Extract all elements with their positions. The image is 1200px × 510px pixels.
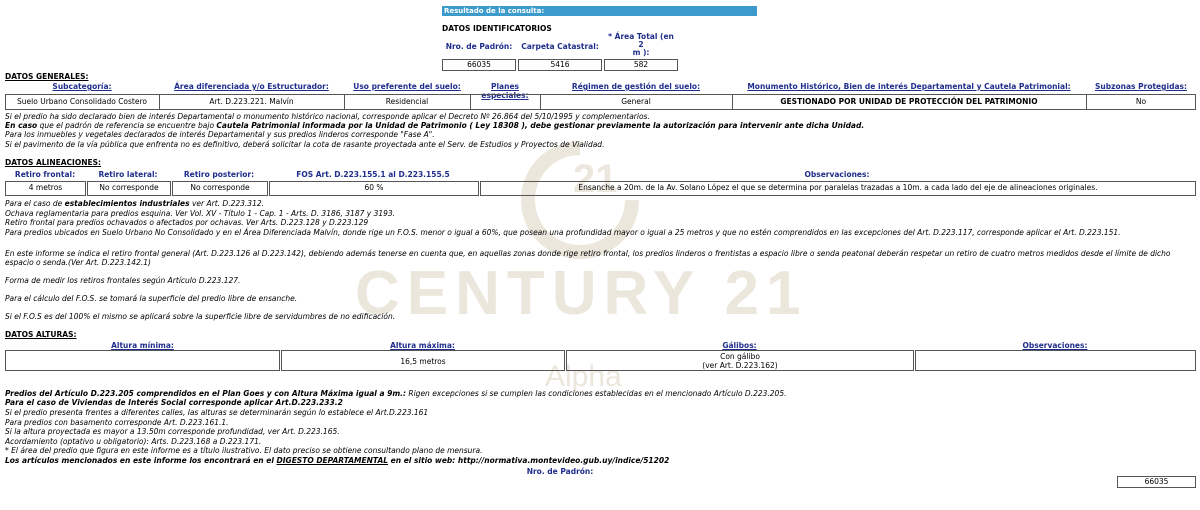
val-retiro-frontal: 4 metros (5, 181, 86, 196)
val-area-diferenciada: Art. D.223.221. Malvín (209, 97, 294, 106)
area-value: 582 (604, 59, 678, 71)
col-alturas-observaciones: Observaciones: (1022, 341, 1088, 350)
ident-title: DATOS IDENTIFICATORIOS (442, 24, 552, 33)
val-observaciones: Ensanche a 20m. de la Av. Solano López el que se determina por paralelas trazadas a 10m. a cada lado del eje de alineaciones originales. (480, 181, 1196, 196)
generales-title: DATOS GENERALES: (5, 72, 89, 81)
watermark-brand: CENTURY 21 (355, 259, 808, 328)
col-monumento: Monumento Histórico, Bien de interés Departamental y Cautela Patrimonial: (747, 82, 1071, 91)
col-retiro-lateral: Retiro lateral: (98, 170, 158, 179)
val-alturas-observaciones (915, 350, 1196, 371)
watermark-sub: Alpha (545, 360, 622, 393)
footer-padron-value: 66035 (1117, 476, 1196, 488)
col-planes-especiales: Planes especiales: (481, 82, 529, 100)
alineaciones-note-3: Retiro frontal para predios ochavados o afectados por ochavas. Ver Arts. D.223.128 y D.223.129 (5, 218, 369, 227)
generales-note-2: En caso que el padrón de referencia se encuentre bajo Cautela Patrimonial informada por la Unidad de Patrimonio ( Ley 18308 ), debe gestionar previamente la autorización para intervenir ante dicha Unidad. (5, 121, 865, 130)
val-galibos: Con gálibo (ver Art. D.223.162) (566, 350, 914, 371)
footer-note-6: Acordamiento (optativo u obligatorio): Arts. D.223.168 a D.223.171. (5, 437, 262, 446)
alineaciones-note-industrial: Para el caso de establecimientos industriales ver Art. D.223.312. (5, 199, 264, 208)
val-altura-minima (5, 350, 280, 371)
padron-value: 66035 (442, 59, 516, 71)
svg-text:21: 21 (573, 157, 618, 201)
col-subzonas: Subzonas Protegidas: (1095, 82, 1187, 91)
footer-note-4: Para predios con basamento corresponde Art. D.223.161.1. (5, 418, 229, 427)
century21-logo-watermark (515, 140, 645, 260)
footer-note-5: Si la altura proyectada es mayor a 13.50m corresponde profundidad, ver Art. D.223.165. (5, 427, 340, 436)
col-subcategoria: Subcategoría: (52, 82, 112, 91)
col-altura-maxima: Altura máxima: (390, 341, 455, 350)
val-subcategoria: Suelo Urbano Consolidado Costero (17, 97, 147, 106)
col-fos: FOS Art. D.223.155.1 al D.223.155.5 (296, 170, 450, 179)
val-retiro-posterior: No corresponde (172, 181, 268, 196)
val-subzonas: No (1135, 97, 1147, 106)
footer-note-digesto: Los artículos mencionados en este informe los encontrará en el DIGESTO DEPARTAMENTAL en el sitio web: http://normativa.montevideo.gub.uy/indice/51202 (5, 456, 670, 465)
col-galibos: Gálibos: (722, 341, 757, 350)
val-regimen-gestion: General (621, 97, 651, 106)
col-uso-preferente: Uso preferente del suelo: (353, 82, 461, 91)
val-fos: 60 % (269, 181, 479, 196)
padron-label: Nro. de Padrón: (445, 42, 513, 51)
alineaciones-note-5: En este informe se indica el retiro frontal general (Art. D.223.126 al D.223.142), debiendo además tenerse en cuenta que, en aquellas zonas donde rige retiro frontal, los predios linderos o frentistas a espacio libre o senda peatonal deberán respetar un retiro de cuatro metros medidos desde el límite de dicho (5, 249, 1171, 258)
alineaciones-title: DATOS ALINEACIONES: (5, 158, 102, 167)
col-regimen-gestion: Régimen de gestión del suelo: (571, 82, 701, 91)
carpeta-value: 5416 (518, 59, 602, 71)
val-uso-preferente: Residencial (385, 97, 429, 106)
alineaciones-note-7: Forma de medir los retiros frontales según Artículo D.223.127. (5, 276, 241, 285)
area-label: * Área Total (en 2 m ): (608, 32, 674, 57)
col-observaciones: Observaciones: (804, 170, 870, 179)
alineaciones-note-2: Ochava reglamentaria para predios esquina. Ver Vol. XV - Título 1 - Cap. 1 - Arts. D. 3186, 3187 y 3193. (5, 209, 396, 218)
col-altura-minima: Altura mínima: (111, 341, 174, 350)
alineaciones-note-4: Para predios ubicados en Suelo Urbano No Consolidado y en el Área Diferenciada Malvín, donde rige un F.O.S. menor o igual a 60%, que posean una profundidad mayor o igual a 25 metros y que no estén comprendidos en las excepciones del Art. D.223.117, corresponde aplicar el Art. D.223.151. (5, 228, 1121, 237)
carpeta-label: Carpeta Catastral: (521, 42, 599, 51)
footer-note-3: Si el predio presenta frentes a diferentes calles, las alturas se determinarán según lo establece el Art.D.223.161 (5, 408, 429, 417)
generales-note-3: Para los inmuebles y vegetales declarados de interés Departamental y sus predios linderos corresponde "Fase A". (5, 130, 435, 139)
footer-padron-label: Nro. de Padrón: (526, 467, 594, 476)
result-title: Resultado de la consulta: (442, 6, 757, 16)
alineaciones-note-9: Si el F.O.S es del 100% el mismo se aplicará sobre la superficie libre de servidumbres de no edificación. (5, 312, 396, 321)
col-area-diferenciada: Área diferenciada y/o Estructurador: (174, 82, 329, 91)
generales-note-1: Si el predio ha sido declarado bien de interés Departamental o monumento histórico nacional, corresponde aplicar el Decreto Nº 26.864 del 5/10/1995 y complementarios. (5, 112, 650, 121)
val-retiro-lateral: No corresponde (87, 181, 171, 196)
col-retiro-frontal: Retiro frontal: (14, 170, 76, 179)
alineaciones-note-8: Para el cálculo del F.O.S. se tomará la superficie del predio libre de ensanche. (5, 294, 298, 303)
footer-note-7: * El área del predio que figura en este informe es a título ilustrativo. El dato preciso se obtiene consultando plano de mensura. (5, 446, 483, 455)
val-monumento: GESTIONADO POR UNIDAD DE PROTECCIÓN DEL PATRIMONIO (780, 97, 1038, 106)
footer-note-vis: Para el caso de Viviendas de Interés Social corresponde aplicar Art.D.223.233.2 (5, 398, 343, 407)
alturas-title: DATOS ALTURAS: (5, 330, 77, 339)
generales-note-4: Si el pavimento de la vía pública que enfrenta no es definitivo, deberá solicitar la cota de rasante proyectada ante el Serv. de Estudios y Proyectos de Vialidad. (5, 140, 605, 149)
val-altura-maxima: 16,5 metros (281, 350, 565, 371)
col-retiro-posterior: Retiro posterior: (183, 170, 255, 179)
footer-note-goes: Predios del Artículo D.223.205 comprendidos en el Plan Goes y con Altura Máxima igual a 9m.: Rigen excepciones si se cumplen las condiciones establecidas en el mencionado Artículo D.223.205. (5, 389, 787, 398)
alineaciones-note-6: espacio o senda.(Ver Art. D.223.142.1) (5, 258, 151, 267)
